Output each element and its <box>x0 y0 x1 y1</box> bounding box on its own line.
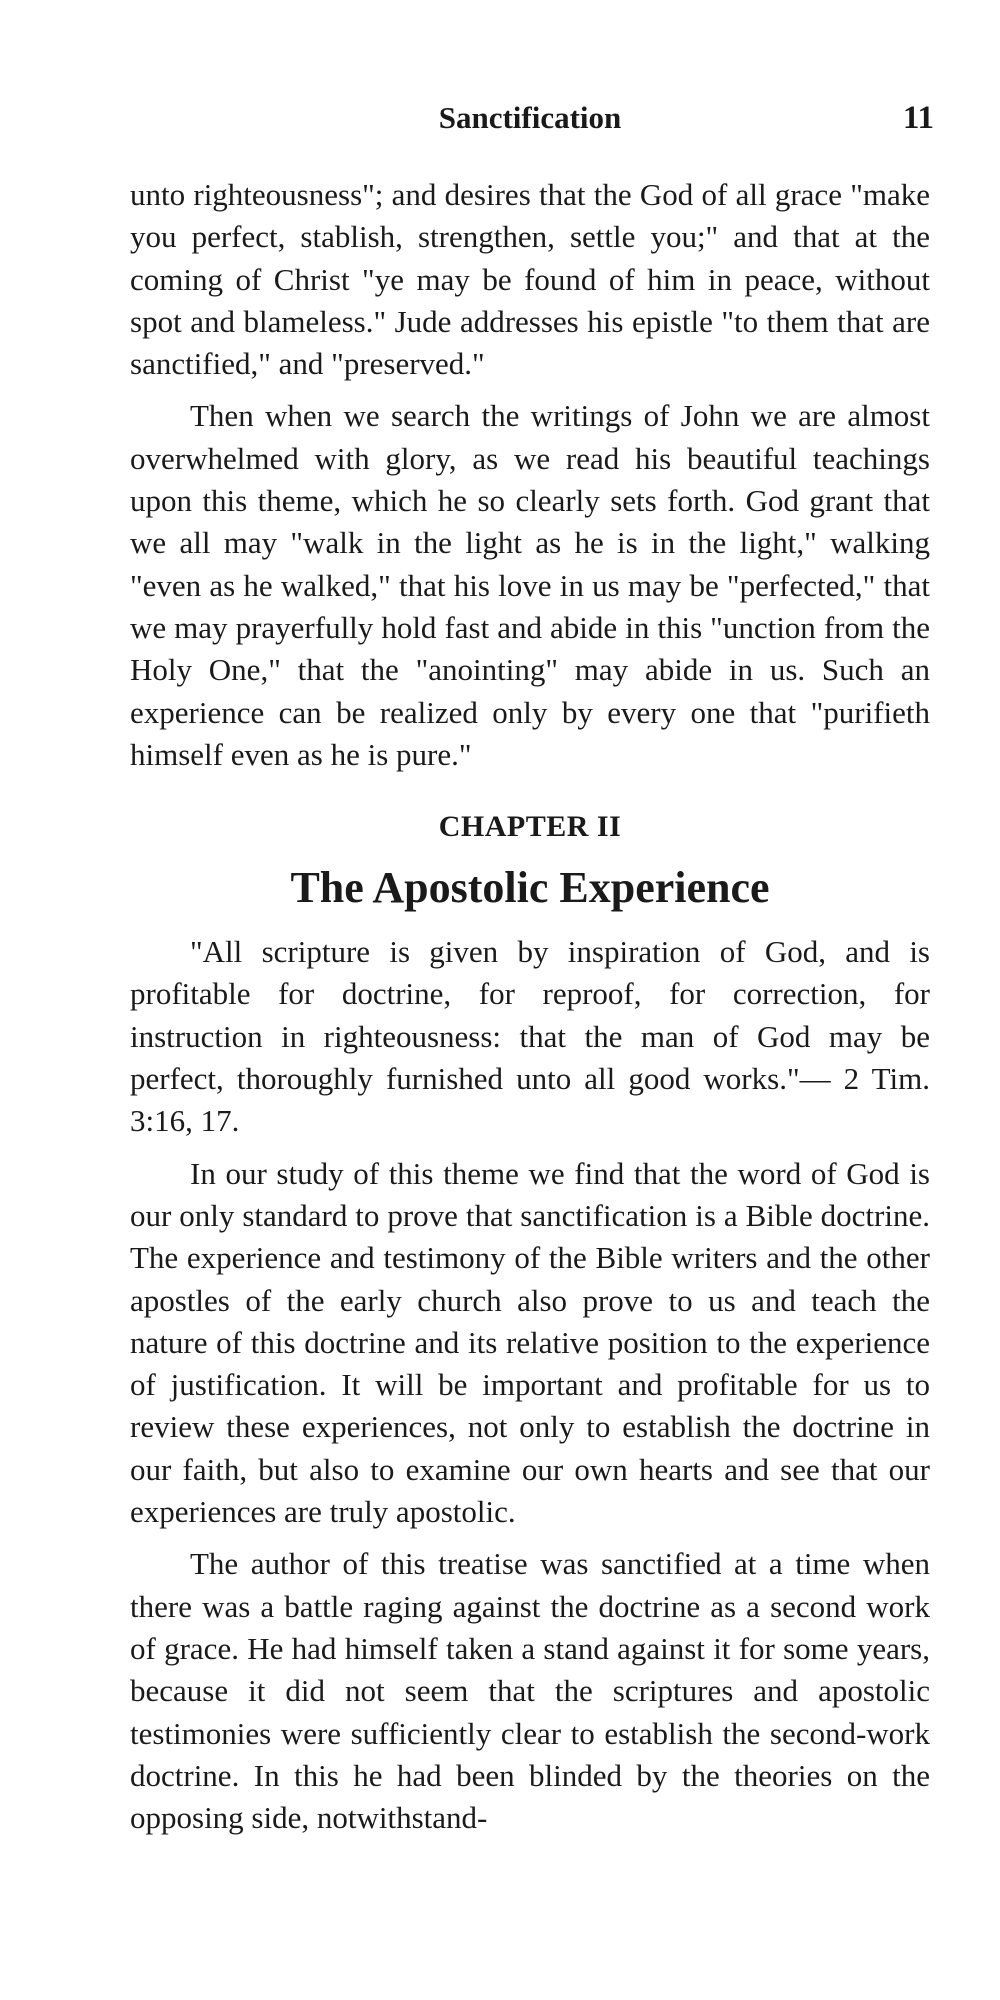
running-head <box>130 100 934 150</box>
paragraph-scripture-quote: "All scripture is given by inspiration of God, and is profitable for doctrine, for reproof, for correction, for instruction in righteousness: that the man of God may be perfect, thoroughly furnished unto all good works."— 2 Tim. 3:16, 17. <box>130 934 930 1139</box>
book-page <box>130 100 934 1849</box>
running-title: Sanctification <box>438 100 622 135</box>
paragraph-study-theme: In our study of this theme we find that the word of God is our only standard to prove that sanctification is a Bible doctrine. The experience and testimony of the Bible writers and the other apostles of the early church also prove to us and teach the nature of this doctrine and its relative position to the experience of justification. It will be important and profitable for us to review these experiences, not only to establish the doctrine in our faith, but also to examine our own hearts and see that our experiences are truly apostolic. <box>130 1155 930 1530</box>
chapter-label: CHAPTER II <box>438 810 622 844</box>
page-number: 11 <box>902 100 934 136</box>
chapter-title: The Apostolic Experience <box>290 863 770 913</box>
paragraph-john-writings: Then when we search the writings of John we are almost overwhelmed with glory, as we read his beautiful teachings upon this theme, which he so clearly sets forth. God grant that we all may "walk in the light as he is in the light," walking "even as he walked," that his love in us may be "perfected," that we may prayerfully hold fast and abide in this "unction from the Holy One," that the "anointing" may abide in us. Such an experience can be realized only by every one that "purifieth himself even as he is pure." <box>130 398 930 772</box>
paragraph-continuation: unto righteousness"; and desires that the God of all grace "make you perfect, stablish, strengthen, settle you;" and that at the coming of Christ "ye may be found of him in peace, without spot and blameless." Jude addresses his epistle "to them that are sanctified," and "preserved." <box>130 177 930 382</box>
paragraph-author-experience: The author of this treatise was sanctified at a time when there was a battle raging against the doctrine as a second work of grace. He had himself taken a stand against it for some years, because it did not seem that the scriptures and apostolic testimonies were sufficiently clear to establish the second-work doctrine. In this he had been blinded by the theories on the opposing side, notwithstand- <box>130 1546 930 1836</box>
